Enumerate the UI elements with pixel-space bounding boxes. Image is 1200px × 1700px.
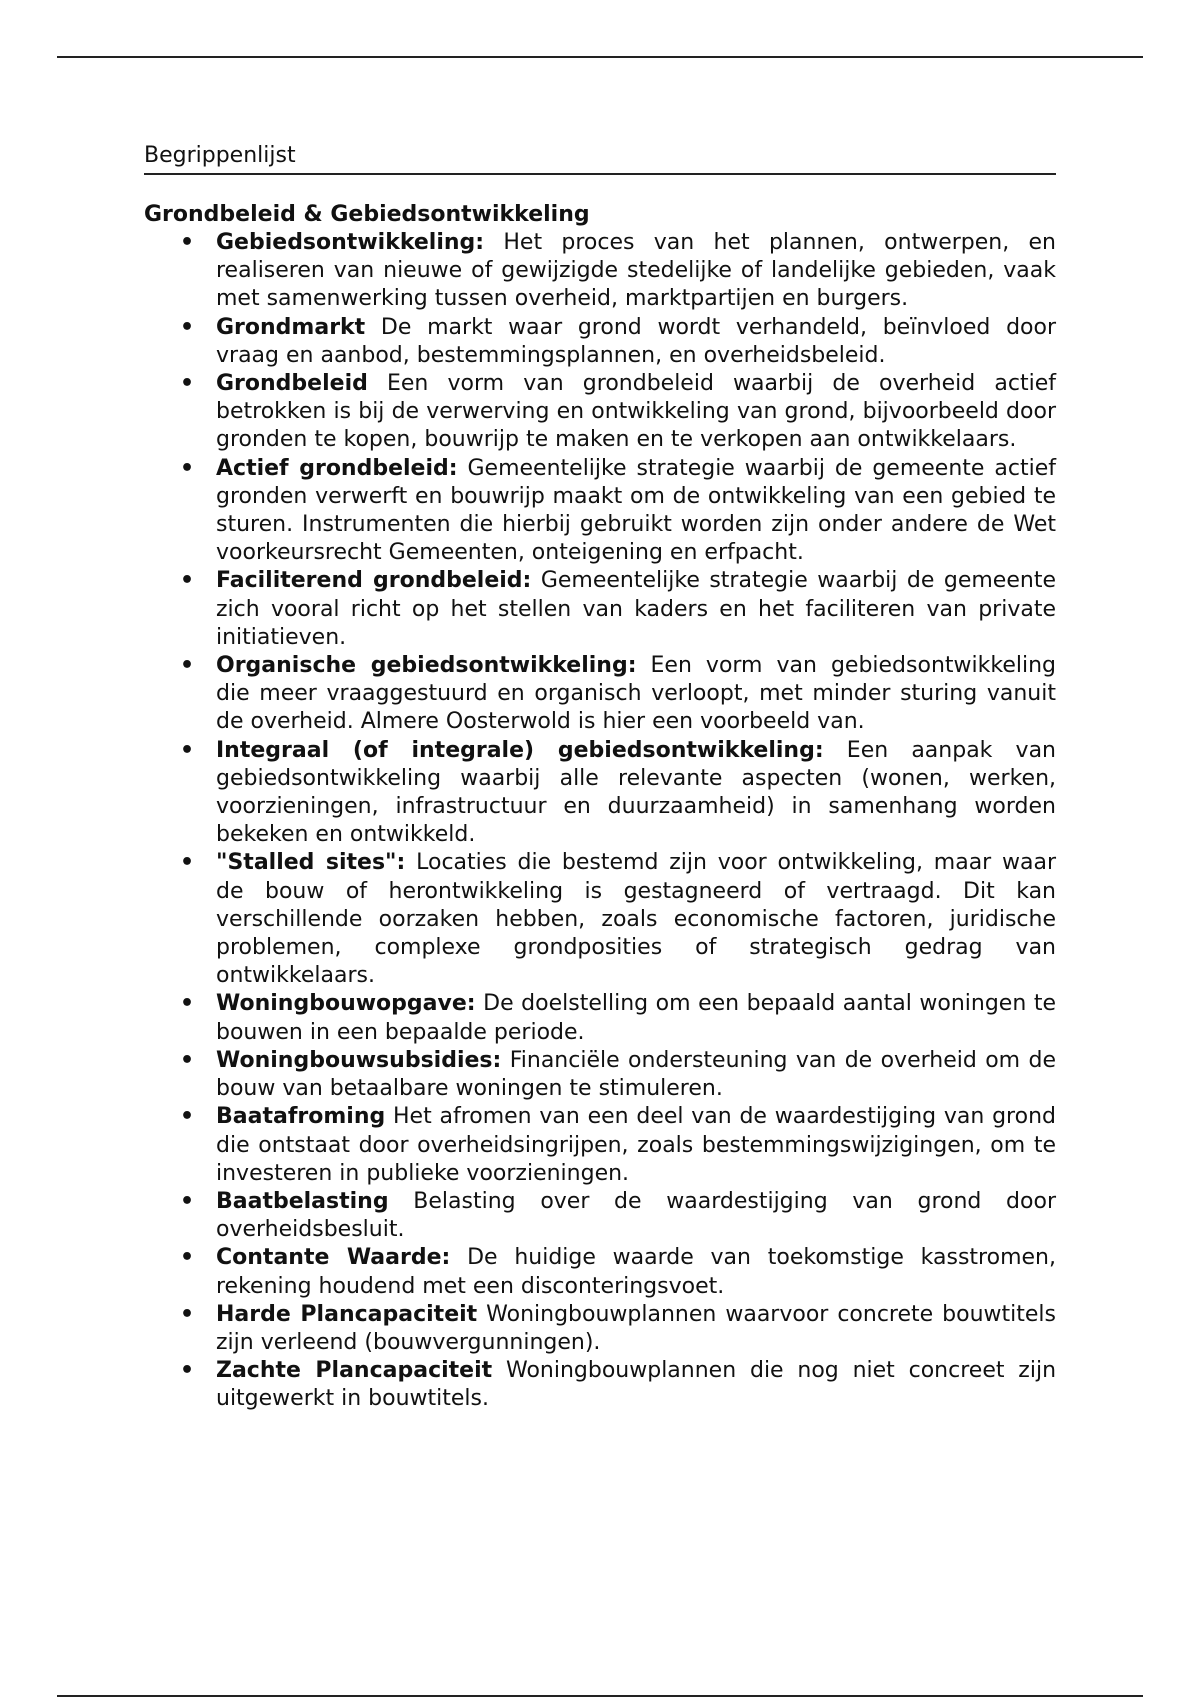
term-name: Baatafroming [216,1104,386,1130]
term-name: Faciliterend grondbeleid: [216,568,532,594]
term-definition: Een vorm van grondbeleid waarbij de overheid actief betrokken is bij de verwerving en ontwikkeling van grond, bijvoorbeeld door gronden te kopen, bouwrijp te maken en te verkopen aan ontwikkelaars. [216,371,1056,453]
bullet-icon: • [180,1245,195,1271]
bottom-rule [57,1695,1143,1697]
terms-list [144,229,1056,1414]
term-name: Harde Plancapaciteit [216,1301,478,1327]
bullet-icon: • [180,850,195,876]
term-item [144,314,1056,370]
term-name: Organische gebiedsontwikkeling: [216,653,637,679]
bullet-icon: • [180,568,195,594]
term-definition: Belasting over de waardestijging van grond door overheidsbesluit. [216,1188,1056,1243]
term-definition: Locaties die bestemd zijn voor ontwikkeling, maar waar de bouw of herontwikkeling is gestagneerd of vertraagd. Dit kan verschillende oorzaken hebben, zoals economische factoren, juridische problemen, complexe grondposities of strategisch gedrag van ontwikkelaars. [216,850,1057,989]
term-definition: De doelstelling om een bepaald aantal woningen te bouwen in een bepaalde periode. [216,991,1056,1045]
term-name: "Stalled sites": [216,850,406,876]
term-definition: Het proces van het plannen, ontwerpen, en realiseren van nieuwe of gewijzigde stedelijke of landelijke gebieden, vaak met samenwerking tussen overheid, marktpartijen en burgers. [216,230,1056,312]
term-item [144,229,1056,314]
section-title: Grondbeleid & Gebiedsontwikkeling [144,202,590,227]
term-item [144,990,1056,1046]
top-rule [57,56,1143,58]
term-definition: Gemeentelijke strategie waarbij de gemeente zich vooral richt op het stellen van kaders en het faciliteren van private initiatieven. [216,568,1056,650]
term-name: Zachte Plancapaciteit [216,1358,493,1384]
bullet-icon: • [180,371,195,397]
term-item [144,370,1056,455]
term-name: Woningbouwsubsidies: [216,1047,502,1073]
term-definition: Een aanpak van gebiedsontwikkeling waarbij alle relevante aspecten (wonen, werken, voorzieningen, infrastructuur en duurzaamheid) in samenhang worden bekeken en ontwikkeld. [216,737,1056,848]
bullet-icon: • [180,1047,195,1073]
term-name: Grondmarkt [216,314,366,340]
term-name: Integraal (of integrale) gebiedsontwikkeling: [216,737,824,763]
term-name: Baatbelasting [216,1188,389,1214]
term-definition: De markt waar grond wordt verhandeld, beïnvloed door vraag en aanbod, bestemmingsplannen, en overheidsbeleid. [216,314,1057,368]
term-item [144,1244,1056,1300]
term-item [144,1301,1056,1357]
document-body [144,142,1056,1414]
bullet-icon: • [180,991,195,1017]
term-item [144,652,1056,737]
term-name: Woningbouwopgave: [216,991,476,1017]
bullet-icon: • [180,653,195,679]
term-definition: Financiële ondersteuning van de overheid om de bouw van betaalbare woningen te stimuleren. [216,1047,1056,1102]
term-name: Contante Waarde: [216,1245,451,1271]
term-definition: Gemeentelijke strategie waarbij de gemeente actief gronden verwerft en bouwrijp maakt om de ontwikkeling van een gebied te sturen. Instrumenten die hierbij gebruikt worden zijn onder andere de Wet voorkeursrecht Gemeenten, onteigening en erfpacht. [216,455,1056,566]
term-name: Actief grondbeleid: [216,455,458,481]
term-name: Gebiedsontwikkeling: [216,230,485,255]
term-item [144,849,1056,990]
term-item [144,1357,1056,1413]
term-name: Grondbeleid [216,371,368,397]
term-item [144,567,1056,652]
term-item [144,1103,1056,1188]
bullet-icon: • [180,1104,195,1130]
bullet-icon: • [180,737,195,763]
term-definition: Woningbouwplannen waarvoor concrete bouwtitels zijn verleend (bouwvergunningen). [216,1301,1056,1355]
term-item [144,1188,1056,1244]
term-item [144,455,1056,568]
bullet-icon: • [180,230,195,255]
term-definition: De huidige waarde van toekomstige kasstromen, rekening houdend met een disconteringsvoet. [216,1245,1056,1299]
term-definition: Woningbouwplannen die nog niet concreet zijn uitgewerkt in bouwtitels. [216,1358,1057,1412]
bullet-icon: • [180,1188,195,1214]
bullet-icon: • [180,1301,195,1327]
bullet-icon: • [180,455,195,481]
term-item [144,737,1056,850]
term-definition: Het afromen van een deel van de waardestijging van grond die ontstaat door overheidsingrijpen, zoals bestemmingswijzigingen, om te investeren in publieke voorzieningen. [216,1104,1056,1186]
term-definition: Een vorm van gebiedsontwikkeling die meer vraaggestuurd en organisch verloopt, met minder sturing vanuit de overheid. Almere Oosterwold is hier een voorbeeld van. [216,653,1056,735]
header-label: Begrippenlijst [144,142,1056,175]
bullet-icon: • [180,314,195,340]
bullet-icon: • [180,1358,195,1384]
term-item [144,1047,1056,1103]
